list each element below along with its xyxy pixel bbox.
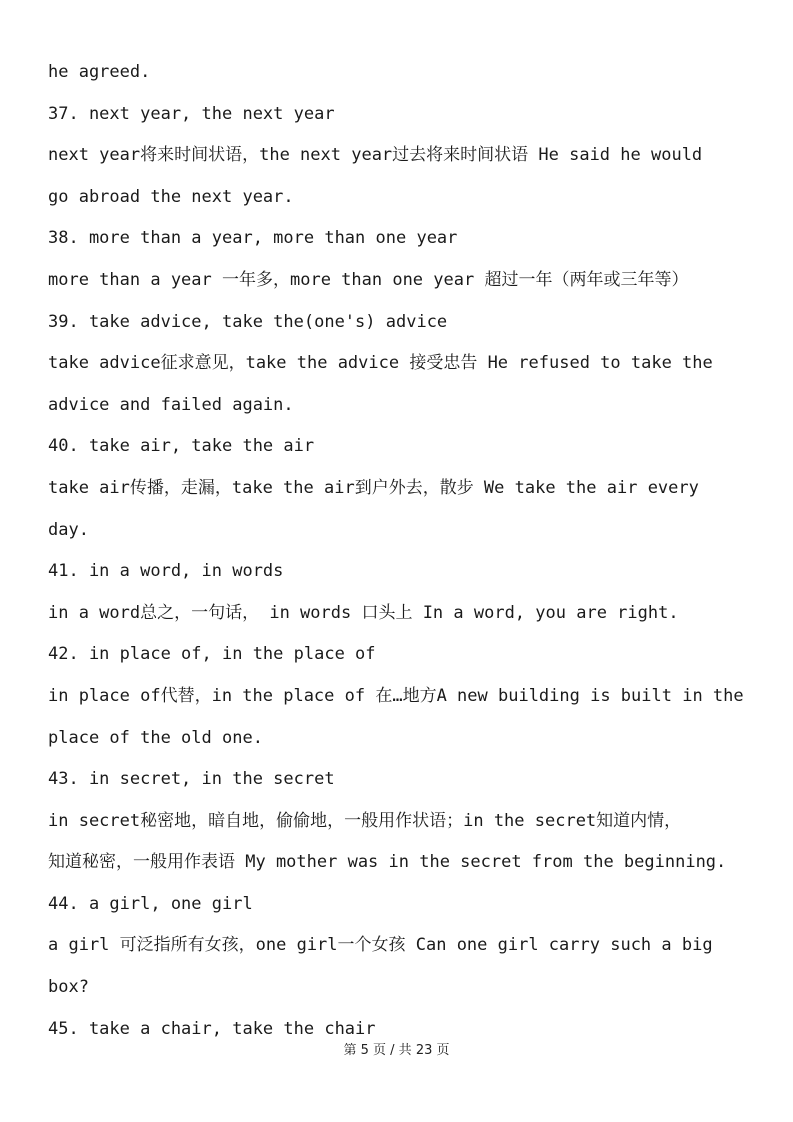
item-heading: 37. next year, the next year — [48, 103, 335, 124]
text-line: take air传播，走漏，take the air到户外去，散步 We take the air every — [48, 477, 699, 498]
page-footer: 第 5 页 / 共 23 页 — [343, 1043, 450, 1058]
text-line: advice and failed again. — [48, 394, 294, 415]
item-heading: 43. in secret, in the secret — [48, 769, 335, 790]
text-line: next year将来时间状语，the next year过去将来时间状语 He said he would — [48, 145, 703, 166]
text-line: day. — [48, 519, 89, 540]
text-line: 知道秘密，一般用作表语 My mother was in the secret from the beginning. — [48, 852, 727, 873]
text-body — [48, 52, 778, 1050]
text-line: take advice征求意见，take the advice 接受忠告 He refused to take the — [48, 353, 713, 374]
item-heading: 42. in place of, in the place of — [48, 644, 376, 665]
text-line: in place of代替，in the place of 在…地方A new building is built in the — [48, 685, 744, 706]
text-line: go abroad the next year. — [48, 186, 294, 207]
text-line: in a word总之，一句话， in words 口头上 In a word, you are right. — [48, 602, 679, 623]
item-heading: 45. take a chair, take the chair — [48, 1018, 376, 1039]
item-heading: 40. take air, take the air — [48, 436, 315, 457]
item-heading: 39. take advice, take the(one's) advice — [48, 311, 448, 332]
text-line: place of the old one. — [48, 727, 263, 748]
item-heading: 41. in a word, in words — [48, 561, 284, 582]
text-line: he agreed. — [48, 62, 151, 82]
text-line: in secret秘密地，暗自地，偷偷地，一般用作状语；in the secret知道内情， — [48, 810, 682, 831]
text-line: more than a year 一年多，more than one year 超过一年（两年或三年等） — [48, 269, 689, 290]
text-line: box? — [48, 977, 89, 998]
text-line: a girl 可泛指所有女孩，one girl一个女孩 Can one girl carry such a big — [48, 935, 713, 956]
item-heading: 44. a girl, one girl — [48, 893, 253, 914]
item-heading: 38. more than a year, more than one year — [48, 228, 458, 249]
